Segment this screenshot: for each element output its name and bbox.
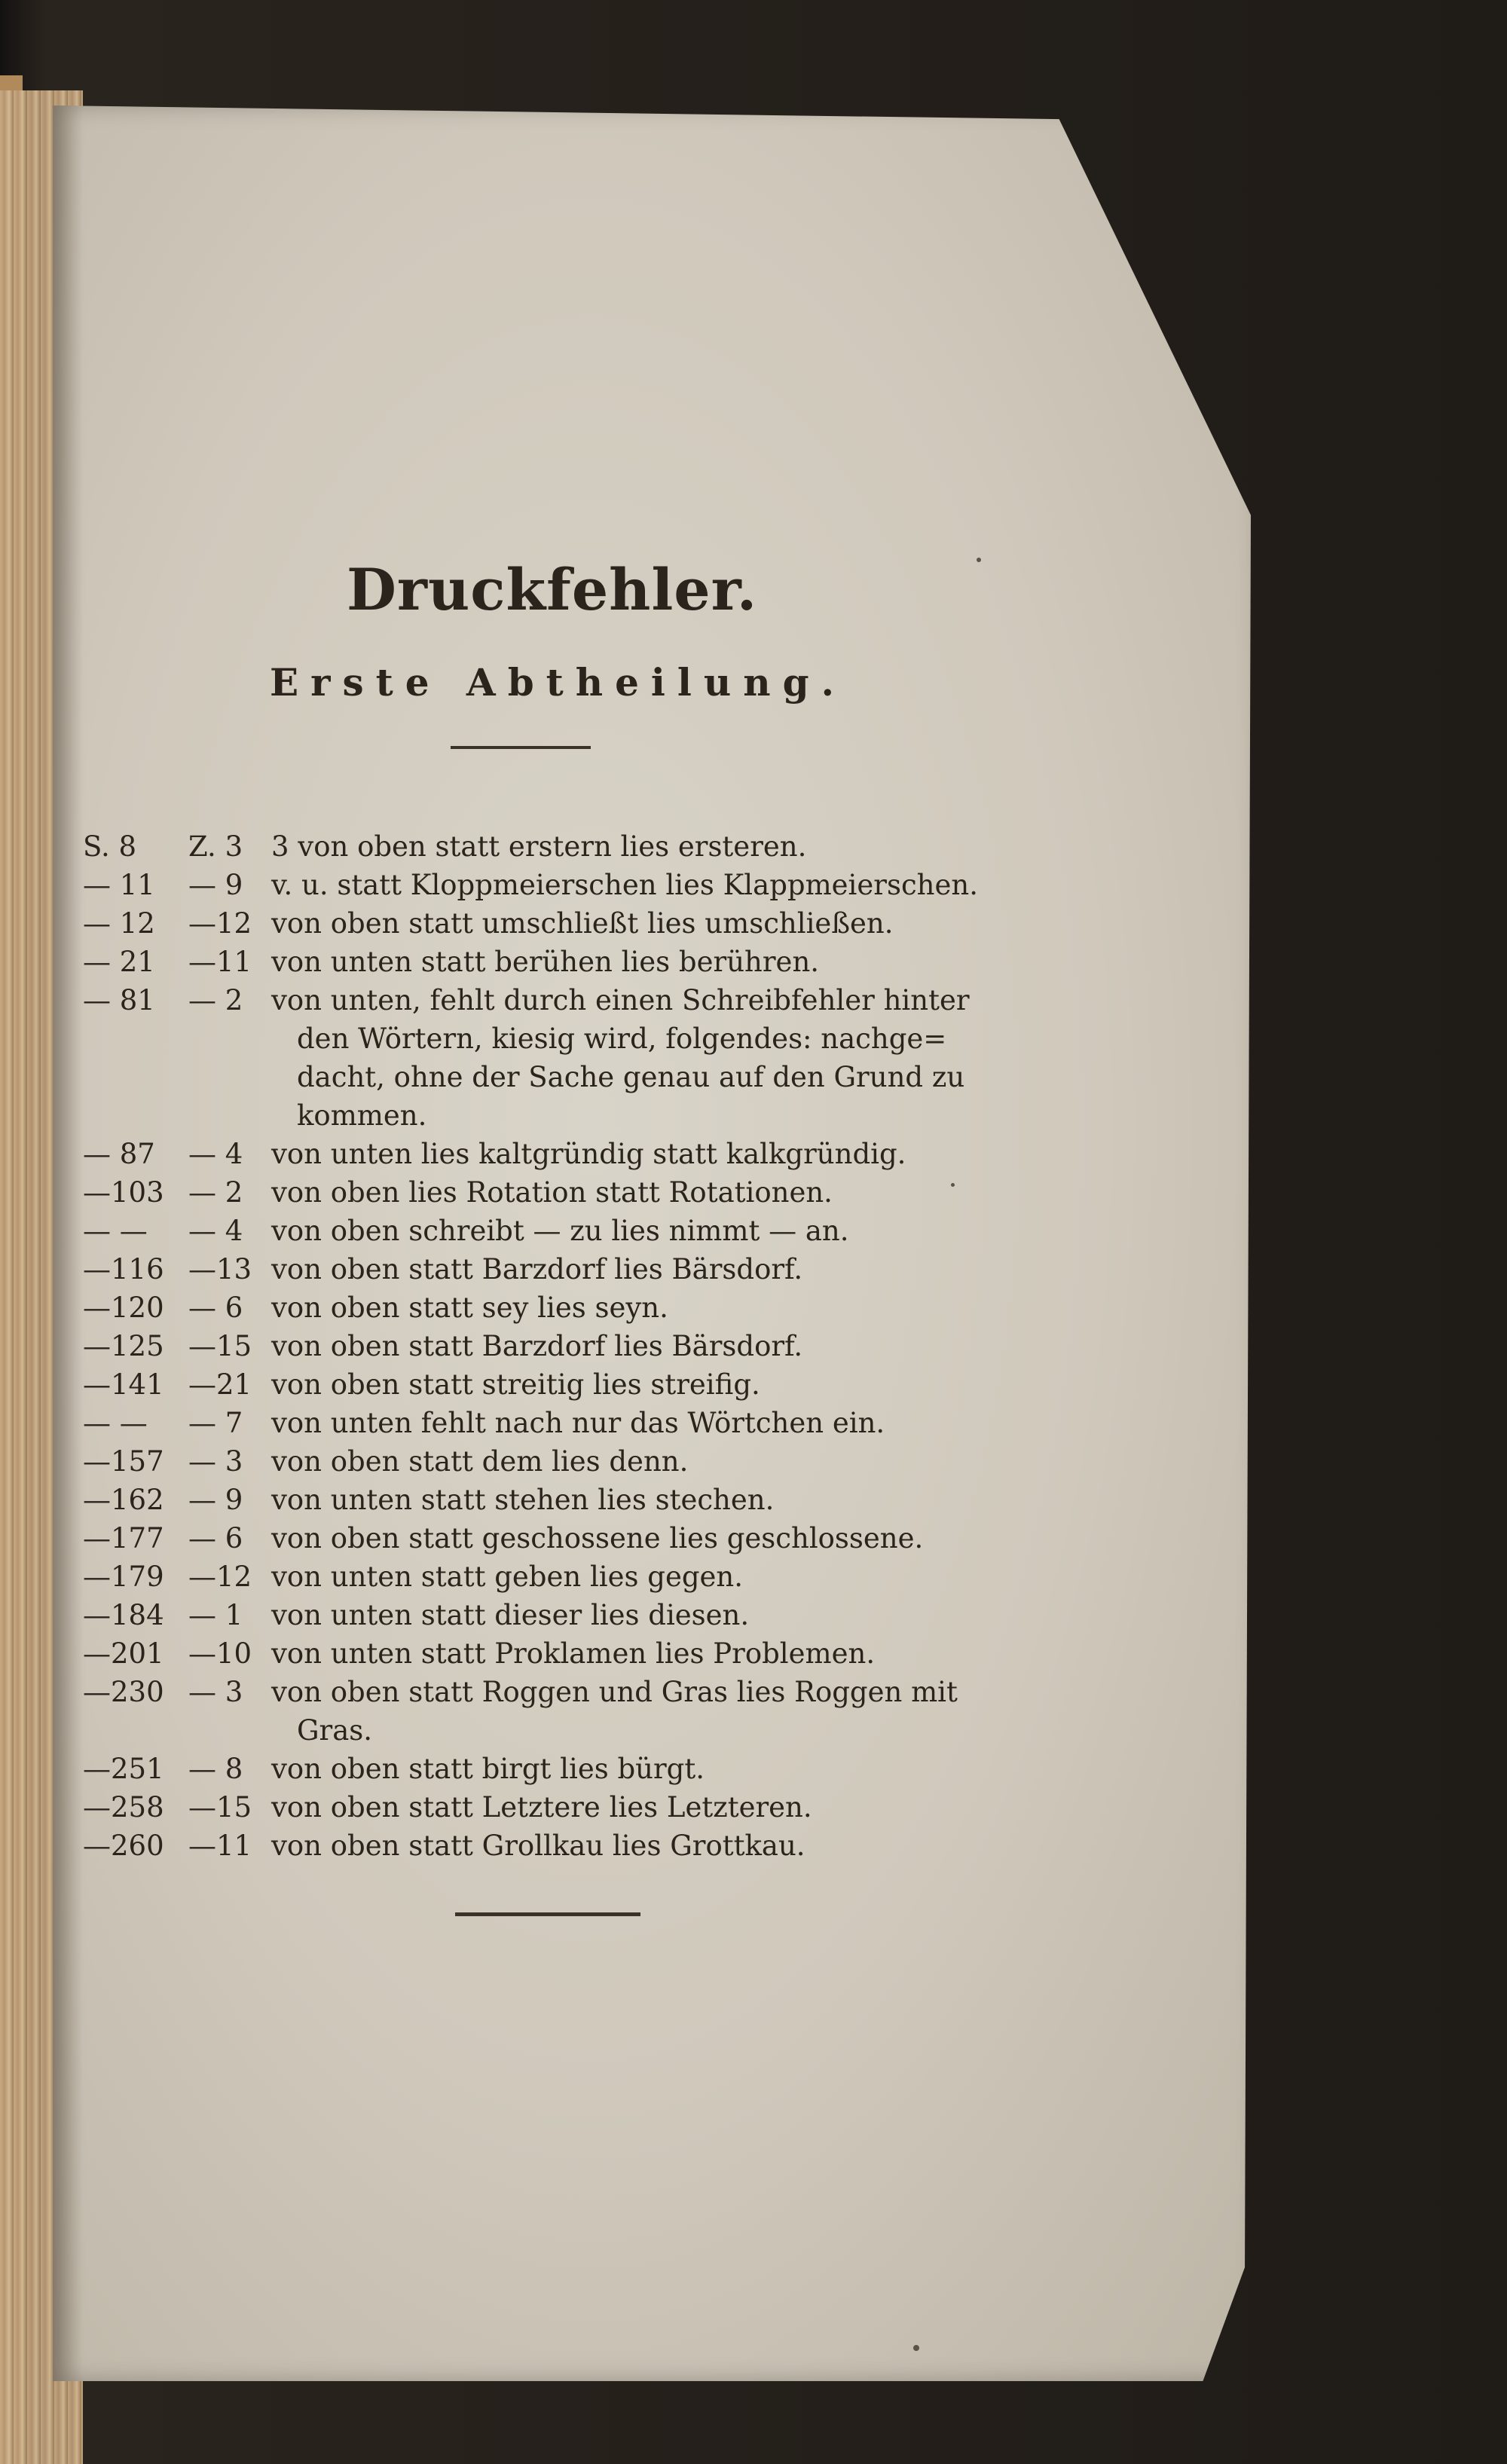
errata-correction <box>271 1289 1010 1327</box>
errata-entry <box>83 1173 1010 1212</box>
errata-line-ref: —15 <box>188 1330 252 1362</box>
errata-correction-text: von oben statt streitig lies streifig. <box>271 1368 760 1401</box>
errata-page-ref: —116 <box>83 1253 164 1285</box>
errata-correction-text: von oben statt Letztere lies Letzteren. <box>271 1791 812 1824</box>
errata-line-ref: — 2 <box>188 984 243 1016</box>
errata-correction <box>271 1558 1010 1596</box>
errata-page-ref: —120 <box>83 1292 164 1324</box>
errata-correction-text: von oben statt birgt lies bürgt. <box>271 1753 705 1785</box>
errata-entry <box>83 1673 1010 1750</box>
errata-page-ref: —258 <box>83 1791 164 1824</box>
errata-entry <box>83 1250 1010 1289</box>
errata-entry <box>83 981 1010 1135</box>
errata-entry <box>83 1634 1010 1673</box>
errata-line-ref: — 8 <box>188 1753 243 1785</box>
errata-line-ref: — 4 <box>188 1138 243 1170</box>
errata-line-ref: —15 <box>188 1791 252 1824</box>
errata-line-ref: — 7 <box>188 1407 243 1439</box>
errata-correction <box>271 1596 1010 1634</box>
errata-correction <box>271 827 1010 866</box>
errata-correction <box>271 1673 1010 1750</box>
errata-page-ref: —141 <box>83 1368 164 1401</box>
errata-correction-text: von oben statt Barzdorf lies Bärsdorf. <box>271 1330 803 1362</box>
errata-correction-text: 3 von oben statt erstern lies ersteren. <box>271 830 807 863</box>
errata-correction-text: von oben statt Roggen und Gras lies Roggen mit <box>271 1676 958 1708</box>
errata-line-ref: —21 <box>188 1368 252 1401</box>
errata-line-ref: Z. 3 <box>188 830 243 863</box>
errata-correction <box>271 1788 1010 1827</box>
errata-line-ref: — 6 <box>188 1292 243 1324</box>
errata-correction <box>271 943 1010 981</box>
errata-correction <box>271 1327 1010 1365</box>
errata-entry <box>83 1788 1010 1827</box>
paper-speck <box>977 558 981 562</box>
errata-entry <box>83 1442 1010 1481</box>
errata-page-ref: — 87 <box>83 1138 155 1170</box>
errata-correction-text: von unten statt Proklamen lies Problemen. <box>271 1637 876 1670</box>
errata-correction <box>271 1519 1010 1558</box>
paper-speck <box>913 2345 919 2351</box>
errata-page-ref: —162 <box>83 1484 164 1516</box>
title-rule <box>451 746 591 749</box>
errata-correction <box>271 1212 1010 1250</box>
errata-entry <box>83 866 1010 904</box>
errata-entry <box>83 1481 1010 1519</box>
errata-entry <box>83 1404 1010 1442</box>
errata-correction-text: von oben statt Grollkau lies Grottkau. <box>271 1830 805 1862</box>
errata-correction-text: von oben statt Barzdorf lies Bärsdorf. <box>271 1253 803 1285</box>
errata-correction-text: von unten statt dieser lies diesen. <box>271 1599 750 1631</box>
errata-page-ref: —230 <box>83 1676 164 1708</box>
errata-line-ref: — 1 <box>188 1599 243 1631</box>
errata-correction <box>271 981 1010 1135</box>
paper-speck <box>951 1183 955 1187</box>
errata-correction <box>271 1442 1010 1481</box>
errata-correction <box>271 1634 1010 1673</box>
errata-entry <box>83 1327 1010 1365</box>
errata-continuation-line: kommen. <box>297 1099 427 1132</box>
errata-line-ref: —10 <box>188 1637 252 1670</box>
errata-page-ref: — 12 <box>83 907 155 940</box>
page-title: Druckfehler. <box>347 556 758 623</box>
errata-line-ref: — 3 <box>188 1676 243 1708</box>
errata-entry <box>83 827 1010 866</box>
errata-correction-text: von oben statt dem lies denn. <box>271 1445 689 1478</box>
errata-entry <box>83 943 1010 981</box>
errata-correction-text: von oben statt sey lies seyn. <box>271 1292 668 1324</box>
errata-entry <box>83 1827 1010 1865</box>
errata-entry <box>83 1365 1010 1404</box>
errata-correction-text: von unten fehlt nach nur das Wörtchen ein. <box>271 1407 885 1439</box>
closing-rule <box>455 1912 640 1916</box>
errata-correction-text: von unten statt berühen lies berühren. <box>271 946 820 978</box>
errata-line-ref: — 6 <box>188 1522 243 1555</box>
errata-page-ref: — — <box>83 1215 148 1247</box>
section-subtitle: Erste Abtheilung. <box>270 660 846 705</box>
errata-line-ref: —12 <box>188 1561 252 1593</box>
errata-page-ref: —251 <box>83 1753 164 1785</box>
errata-page-ref: —260 <box>83 1830 164 1862</box>
errata-correction-text: v. u. statt Kloppmeierschen lies Klappmeierschen. <box>271 869 978 901</box>
errata-correction <box>271 1404 1010 1442</box>
errata-continuation-line: Gras. <box>297 1714 373 1747</box>
errata-page-ref: — 11 <box>83 869 155 901</box>
errata-correction-text: von unten statt stehen lies stechen. <box>271 1484 775 1516</box>
errata-line-ref: —13 <box>188 1253 252 1285</box>
errata-entry <box>83 1596 1010 1634</box>
errata-page-ref: S. 8 <box>83 830 137 863</box>
errata-correction-text: von oben statt geschossene lies geschlossene. <box>271 1522 924 1555</box>
errata-correction <box>271 1827 1010 1865</box>
errata-page-ref: —125 <box>83 1330 164 1362</box>
errata-correction <box>271 1135 1010 1173</box>
errata-line-ref: —11 <box>188 946 252 978</box>
errata-page-ref: — — <box>83 1407 148 1439</box>
errata-continuation-line: dacht, ohne der Sache genau auf den Grund zu <box>297 1061 965 1093</box>
errata-entry <box>83 1212 1010 1250</box>
errata-line-ref: — 4 <box>188 1215 243 1247</box>
errata-correction-text: von oben statt umschließt lies umschließen. <box>271 907 894 940</box>
errata-page-ref: — 81 <box>83 984 155 1016</box>
errata-list <box>83 827 1010 1865</box>
errata-correction-text: von oben schreibt — zu lies nimmt — an. <box>271 1215 849 1247</box>
errata-line-ref: — 9 <box>188 1484 243 1516</box>
errata-correction <box>271 1365 1010 1404</box>
errata-correction-text: von unten, fehlt durch einen Schreibfehler hinter <box>271 984 970 1016</box>
errata-entry <box>83 1289 1010 1327</box>
page-gutter-shadow <box>53 105 83 2381</box>
errata-line-ref: —11 <box>188 1830 252 1862</box>
errata-entry <box>83 904 1010 943</box>
errata-entry <box>83 1135 1010 1173</box>
errata-correction-text: von oben lies Rotation statt Rotationen. <box>271 1176 833 1209</box>
errata-page-ref: —179 <box>83 1561 164 1593</box>
errata-correction <box>271 1250 1010 1289</box>
errata-page-ref: —177 <box>83 1522 164 1555</box>
errata-line-ref: — 2 <box>188 1176 243 1209</box>
errata-correction <box>271 866 1010 904</box>
errata-entry <box>83 1519 1010 1558</box>
errata-page-ref: — 21 <box>83 946 155 978</box>
errata-correction-text: von unten statt geben lies gegen. <box>271 1561 744 1593</box>
errata-correction <box>271 1481 1010 1519</box>
errata-continuation-line: den Wörtern, kiesig wird, folgendes: nachge= <box>297 1023 947 1055</box>
errata-page-ref: —184 <box>83 1599 164 1631</box>
errata-entry <box>83 1558 1010 1596</box>
errata-line-ref: —12 <box>188 907 252 940</box>
errata-entry <box>83 1750 1010 1788</box>
errata-line-ref: — 9 <box>188 869 243 901</box>
errata-correction <box>271 904 1010 943</box>
errata-correction <box>271 1173 1010 1212</box>
errata-page-ref: —103 <box>83 1176 164 1209</box>
errata-line-ref: — 3 <box>188 1445 243 1478</box>
errata-page-ref: —157 <box>83 1445 164 1478</box>
errata-correction <box>271 1750 1010 1788</box>
errata-page-ref: —201 <box>83 1637 164 1670</box>
errata-correction-text: von unten lies kaltgründig statt kalkgründig. <box>271 1138 906 1170</box>
